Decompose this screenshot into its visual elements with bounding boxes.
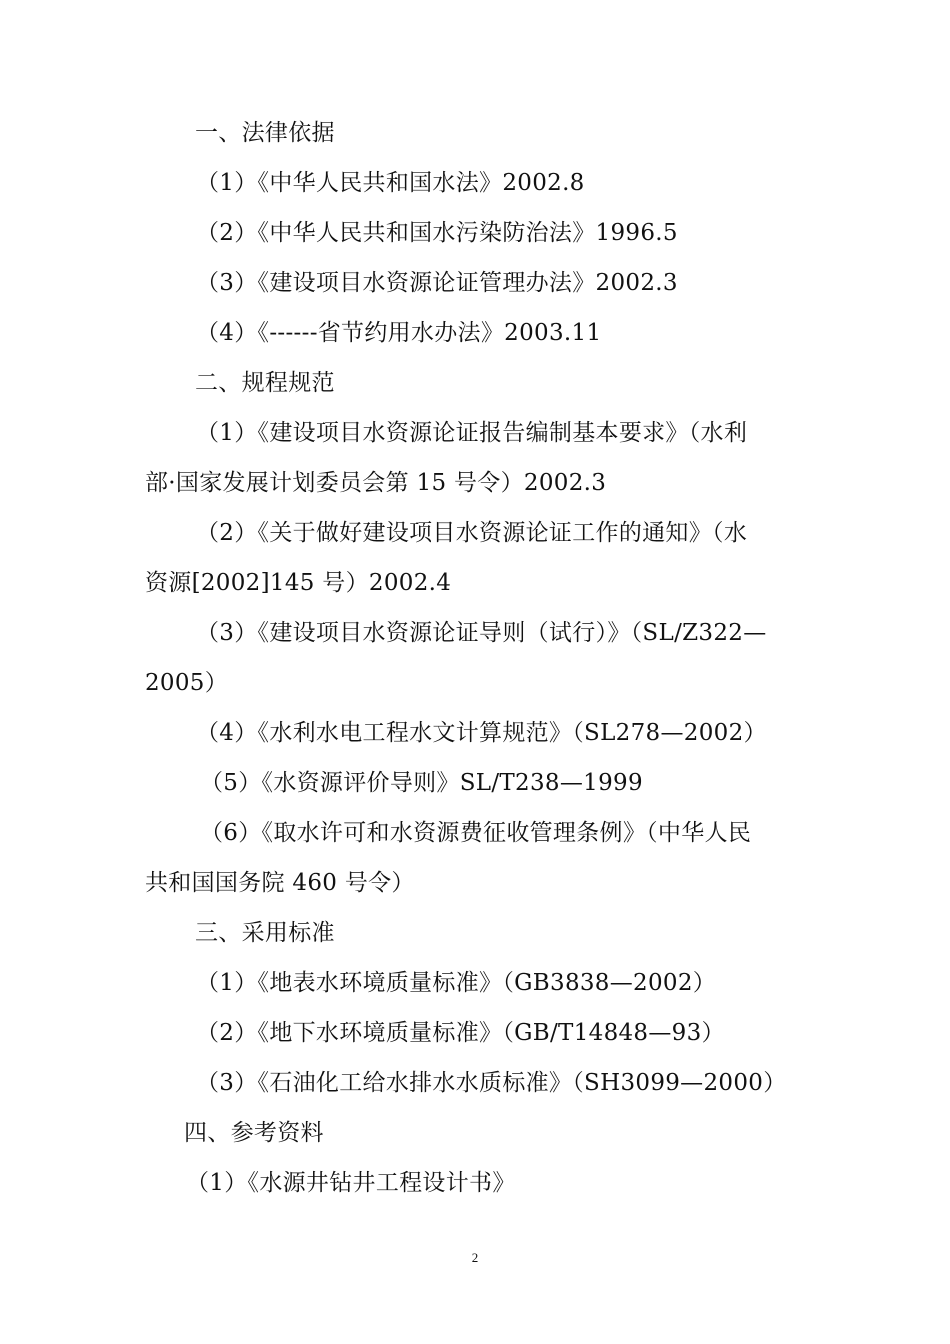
list-item: （5）《水资源评价导则》SL/T238—1999 bbox=[200, 770, 643, 796]
list-item: （4）《------省节约用水办法》2003.11 bbox=[196, 320, 602, 346]
section-heading-standards: 三、采用标准 bbox=[195, 920, 335, 946]
list-item: （1）《中华人民共和国水法》2002.8 bbox=[196, 170, 585, 196]
list-item: （3）《石油化工给水排水水质标准》（SH3099—2000） bbox=[196, 1070, 787, 1096]
list-item-continuation: 资源[2002]145 号）2002.4 bbox=[145, 570, 452, 596]
list-item: （1）《建设项目水资源论证报告编制基本要求》（水利 bbox=[196, 420, 748, 446]
list-item: （3）《建设项目水资源论证管理办法》2002.3 bbox=[196, 270, 678, 296]
list-item: （2）《关于做好建设项目水资源论证工作的通知》（水 bbox=[196, 520, 748, 546]
section-heading-regulations: 二、规程规范 bbox=[195, 370, 335, 396]
list-item-continuation: 部·国家发展计划委员会第 15 号令）2002.3 bbox=[145, 470, 607, 496]
list-item: （1）《水源井钻井工程设计书》 bbox=[186, 1170, 516, 1196]
list-item: （2）《中华人民共和国水污染防治法》1996.5 bbox=[196, 220, 678, 246]
list-item: （4）《水利水电工程水文计算规范》（SL278—2002） bbox=[196, 720, 767, 746]
list-item: （6）《取水许可和水资源费征收管理条例》（中华人民 bbox=[200, 820, 752, 846]
list-item-continuation: 2005） bbox=[145, 670, 229, 696]
section-heading-references: 四、参考资料 bbox=[184, 1120, 324, 1146]
list-item: （3）《建设项目水资源论证导则（试行）》（SL/Z322— bbox=[196, 620, 767, 646]
section-heading-legal-basis: 一、法律依据 bbox=[195, 120, 335, 146]
list-item: （1）《地表水环境质量标准》（GB3838—2002） bbox=[196, 970, 717, 996]
list-item-continuation: 共和国国务院 460 号令） bbox=[145, 870, 415, 896]
list-item: （2）《地下水环境质量标准》（GB/T14848—93） bbox=[196, 1020, 725, 1046]
page-number: 2 bbox=[471, 1250, 479, 1265]
